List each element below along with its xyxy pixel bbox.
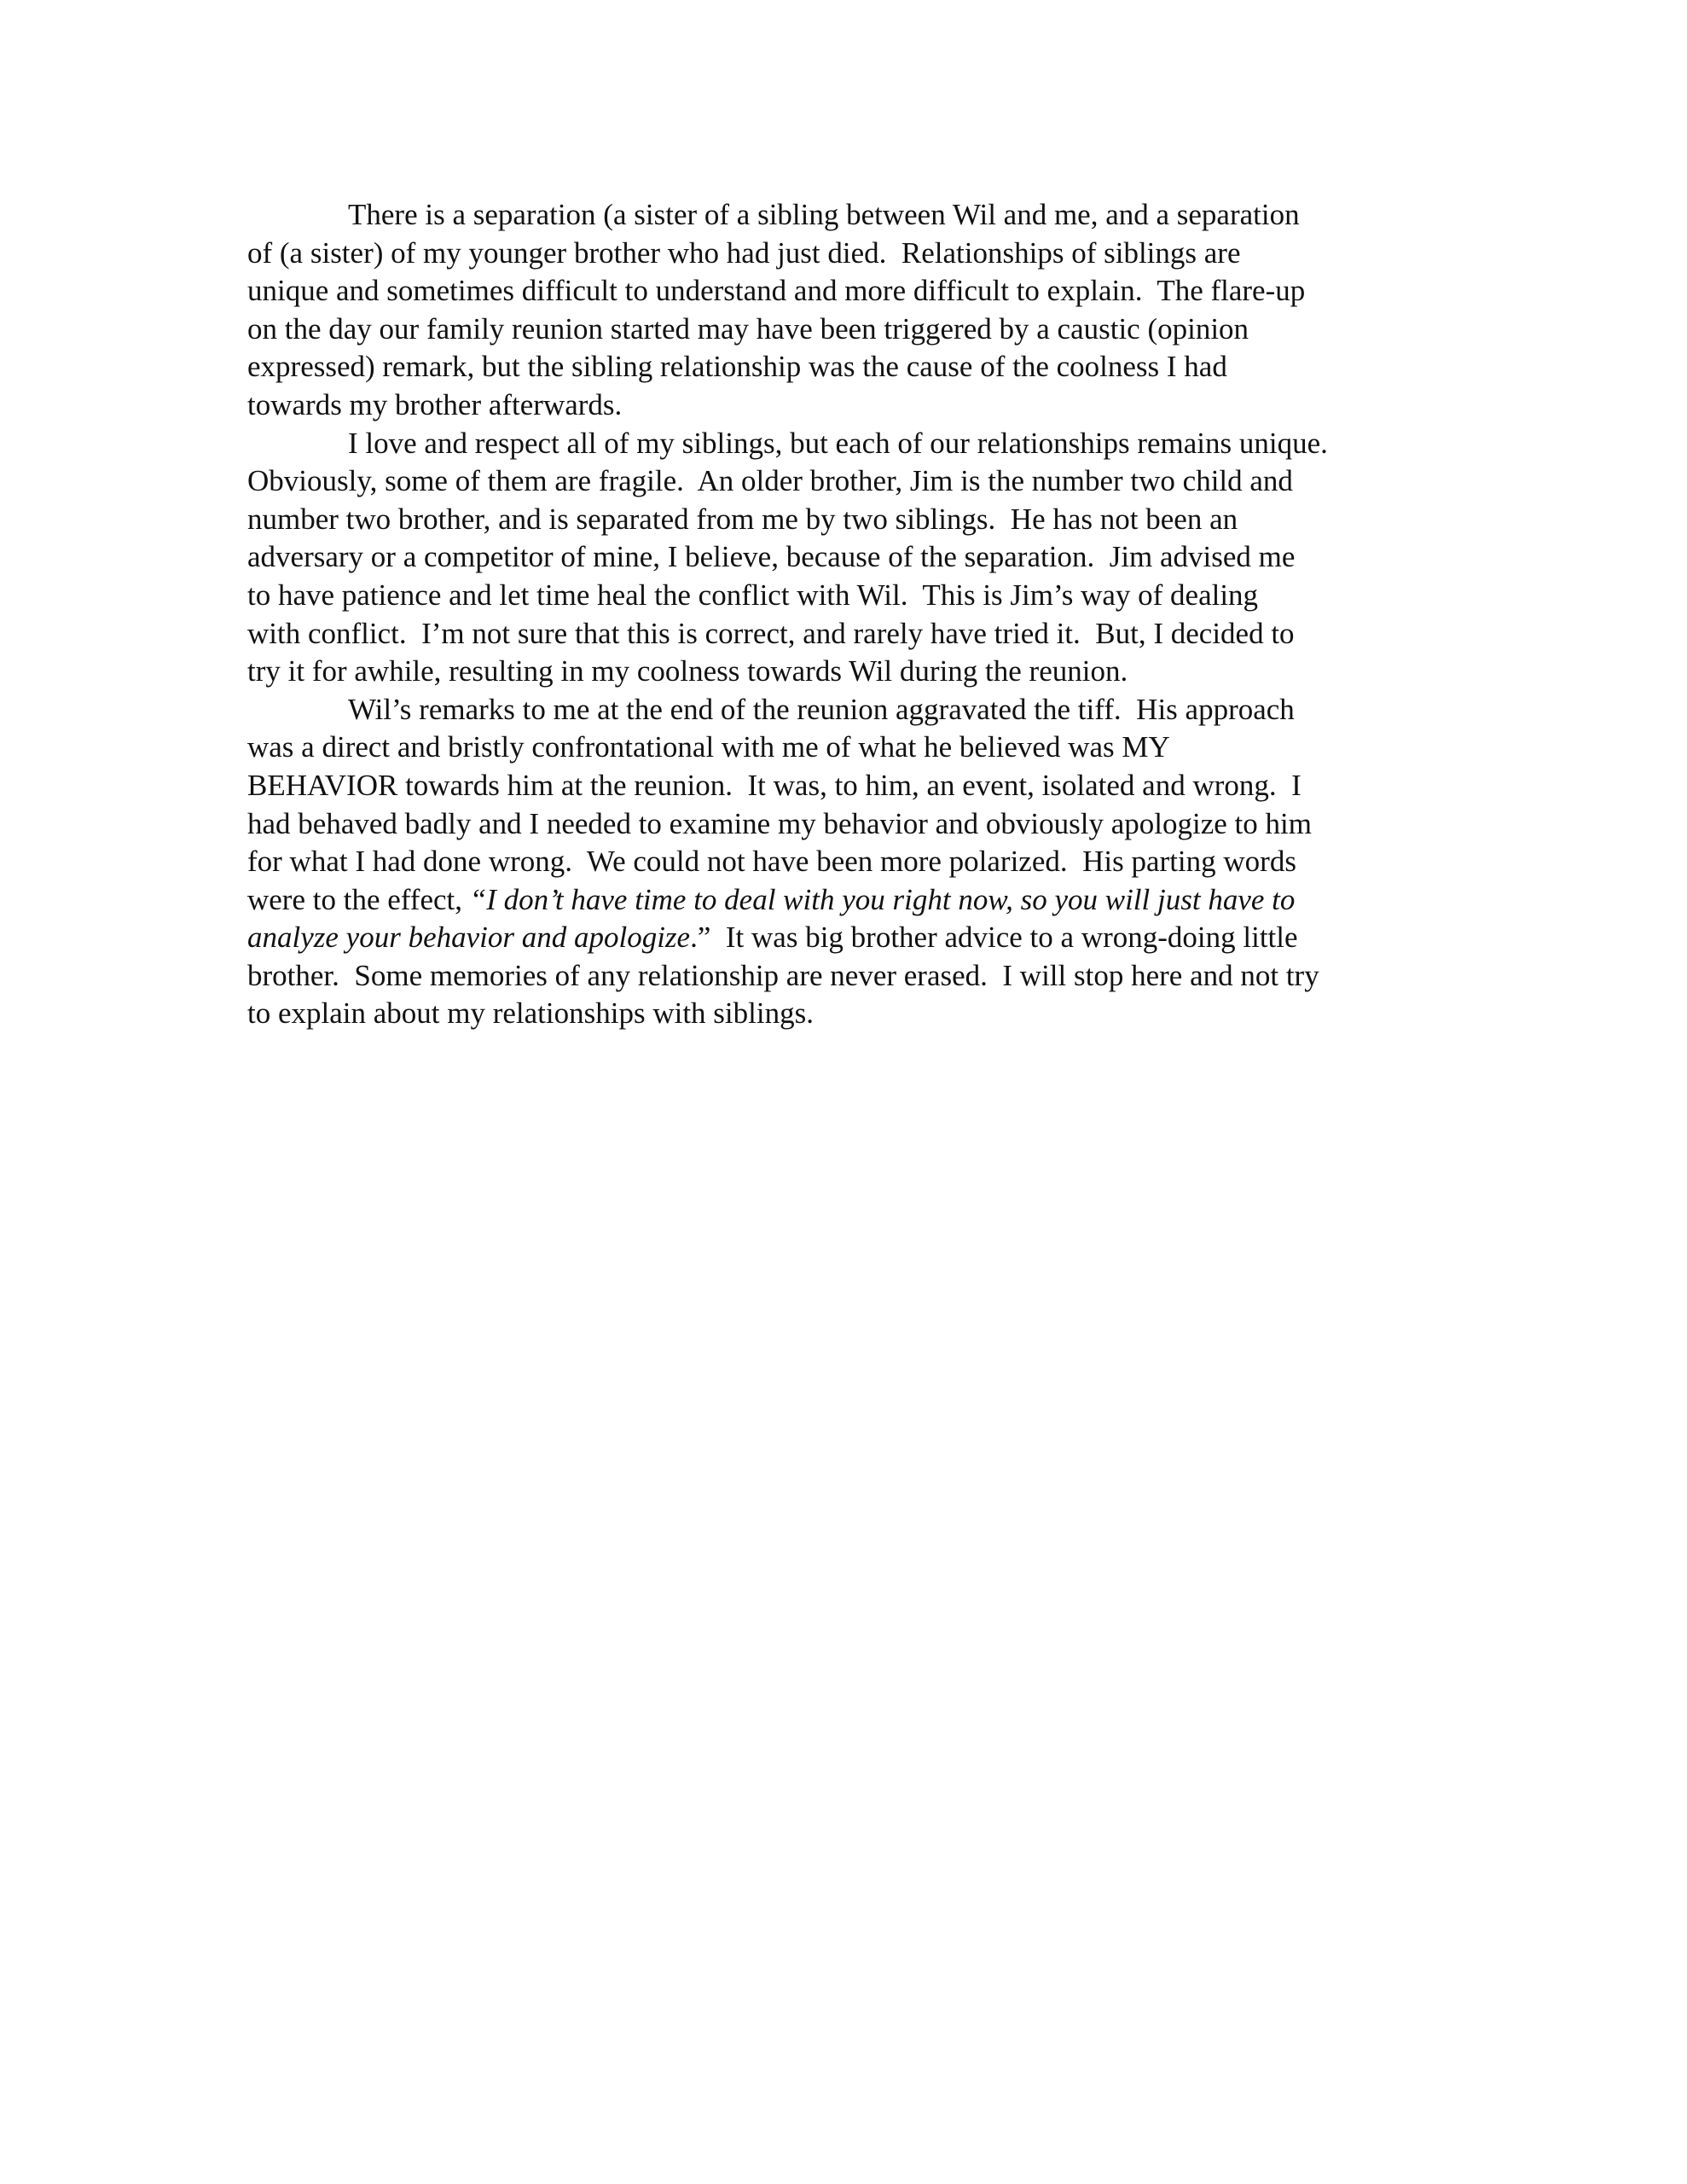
text-line: There is a separation (a sister of a sibling between Wil and me, and a separation [348,198,1300,231]
text-line: towards my brother afterwards. [247,387,623,421]
text-line-with-quote [247,881,1458,920]
text-line: to have patience and let time heal the conflict with Wil. This is Jim’s way of dealing [247,578,1259,612]
quote-suffix: .” It was big brother advice to a wrong-doing little [690,921,1298,955]
quoted-speech: “I don’t have time to deal with you right now, so you will just have to [469,882,1296,916]
text-line: with conflict. I’m not sure that this is correct, and rarely have tried it. But, I decided to [247,616,1295,650]
text-line: Wil’s remarks to me at the end of the reunion aggravated the tiff. His approach [348,692,1295,726]
document-body [247,196,1458,1033]
paragraph-3 [247,691,1458,1033]
text-line: to explain about my relationships with siblings. [247,996,814,1031]
text-line: I love and respect all of my siblings, but each of our relationships remains unique. [348,426,1328,460]
text-line: expressed) remark, but the sibling relationship was the cause of the coolness I had [247,350,1227,384]
paragraph-2 [247,425,1458,691]
text-line: on the day our family reunion started may have been triggered by a caustic (opinion [247,311,1249,346]
text-line: try it for awhile, resulting in my coolness towards Wil during the reunion. [247,654,1128,688]
text-line: for what I had done wrong. We could not have been more polarized. His parting words [247,845,1296,879]
text-line: BEHAVIOR towards him at the reunion. It was, to him, an event, isolated and wrong. I [247,768,1301,802]
text-line: of (a sister) of my younger brother who had just died. Relationships of siblings are [247,235,1241,270]
quoted-speech: analyze your behavior and apologize [247,921,691,955]
text-line: Obviously, some of them are fragile. An older brother, Jim is the number two child and [247,464,1293,498]
text-line: brother. Some memories of any relationship are never erased. I will stop here and not try [247,958,1319,992]
quote-prefix: were to the effect, [247,882,470,916]
text-line: unique and sometimes difficult to understand and more difficult to explain. The flare-up [247,274,1306,308]
text-line: number two brother, and is separated from me by two siblings. He has not been an [247,502,1238,536]
text-line-with-quote [247,919,1458,957]
text-line: adversary or a competitor of mine, I believe, because of the separation. Jim advised me [247,540,1296,574]
text-line: was a direct and bristly confrontational with me of what he believed was MY [247,730,1170,764]
text-line: had behaved badly and I needed to examine my behavior and obviously apologize to him [247,806,1312,840]
paragraph-1 [247,196,1458,425]
